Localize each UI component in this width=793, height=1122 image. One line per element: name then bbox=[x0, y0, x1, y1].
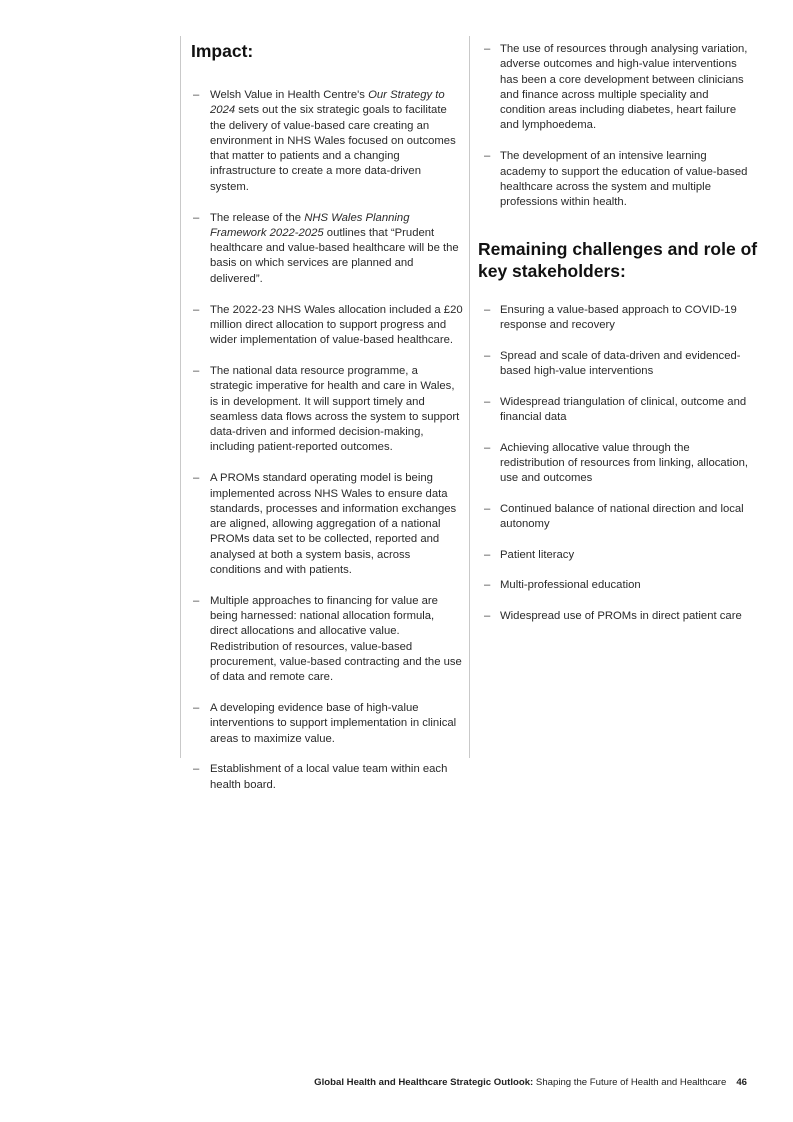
impact-item: – Multiple approaches to financing for value are being harnessed: national allocation formula, direct allocations and allocative value. Redistribution of resources, value-based procurement, value-based contracting and the use of data and remote care. bbox=[193, 594, 462, 684]
impact-continued-list bbox=[472, 42, 757, 226]
dash-bullet: – bbox=[193, 763, 200, 776]
page-footer bbox=[314, 1077, 747, 1088]
challenge-item: – Ensuring a value-based approach to COVID-19 response and recovery bbox=[484, 304, 737, 332]
footer-subtitle: Shaping the Future of Health and Healthcare bbox=[533, 1077, 727, 1088]
dash-bullet: – bbox=[193, 594, 200, 607]
impact-item: – The national data resource programme, a strategic imperative for health and care in Wales, is in development. It will support timely and seamless data flows across the system to support data-driven and informed decision-making, including patient-reported outcomes. bbox=[193, 364, 460, 454]
dash-bullet: – bbox=[193, 702, 200, 715]
challenge-item: – Achieving allocative value through the redistribution of resources from linking, allocation, use and outcomes bbox=[484, 441, 749, 485]
dash-bullet: – bbox=[193, 364, 200, 377]
dash-bullet: – bbox=[484, 502, 491, 515]
dash-bullet: – bbox=[484, 304, 491, 316]
challenges-list bbox=[472, 303, 757, 640]
dash-bullet: – bbox=[193, 211, 200, 224]
impact-item: – Welsh Value in Health Centre's Our Strategy to 2024 sets out the six strategic goals to facilitate the delivery of value-based care creating an environment in NHS Wales focused on outcomes that matter to patients and a changing infrastructure to create a more data-driven system. bbox=[193, 89, 456, 193]
impact-item: – The 2022-23 NHS Wales allocation included a £20 million direct allocation to support progress and wider implementation of value-based healthcare. bbox=[193, 303, 463, 347]
impact-item: – The release of the NHS Wales Planning Framework 2022-2025 outlines that “Prudent healthcare and value-based healthcare will be the basis on which services are planned and delivered”. bbox=[193, 211, 459, 285]
left-column bbox=[180, 36, 470, 791]
dash-bullet: – bbox=[193, 472, 200, 485]
dash-bullet: – bbox=[484, 579, 491, 592]
dash-bullet: – bbox=[193, 303, 200, 316]
dash-bullet: – bbox=[193, 89, 200, 101]
impact-item: – The development of an intensive learning academy to support the education of value-based healthcare across the system and multiple professions within health. bbox=[484, 150, 748, 209]
challenge-item: – Widespread triangulation of clinical, outcome and financial data bbox=[484, 395, 747, 424]
challenge-item: – Spread and scale of data-driven and evidenced-based high-value interventions bbox=[484, 349, 741, 378]
impact-list bbox=[181, 88, 469, 809]
dash-bullet: – bbox=[484, 395, 491, 408]
challenge-item: – Widespread use of PROMs in direct patient care bbox=[472, 609, 757, 624]
challenge-item: – Patient literacy bbox=[472, 548, 757, 563]
dash-bullet: – bbox=[484, 150, 491, 163]
dash-bullet: – bbox=[484, 43, 491, 55]
page-number: 46 bbox=[736, 1077, 747, 1088]
dash-bullet: – bbox=[484, 349, 491, 362]
challenges-heading: Remaining challenges and role of key stakeholders: bbox=[478, 239, 758, 281]
dash-bullet: – bbox=[484, 548, 491, 561]
dash-bullet: – bbox=[484, 441, 491, 454]
impact-item: – A developing evidence base of high-value interventions to support implementation in clinical areas to maximize value. bbox=[193, 702, 457, 745]
impact-heading: Impact: bbox=[191, 41, 254, 61]
footer-title: Global Health and Healthcare Strategic Outlook: bbox=[314, 1077, 534, 1088]
impact-item: – A PROMs standard operating model is being implemented across NHS Wales to ensure data standards, processes and information exchanges are aligned, allowing aggregation of a national PROMs data set to be collected, reported and analysed at both a system basis, across conditions and with patients. bbox=[193, 472, 457, 577]
challenge-item: – Multi-professional education bbox=[472, 578, 757, 593]
dash-bullet: – bbox=[484, 609, 491, 622]
impact-item: – Establishment of a local value team within each health board. bbox=[193, 763, 448, 791]
challenge-item: – Continued balance of national direction and local autonomy bbox=[484, 502, 744, 531]
impact-item: – The use of resources through analysing variation, adverse outcomes and high-value interventions has been a core development between clinicians and finance across multiple speciality and condition areas including diabetes, heart failure and lymphoedema. bbox=[484, 43, 748, 132]
